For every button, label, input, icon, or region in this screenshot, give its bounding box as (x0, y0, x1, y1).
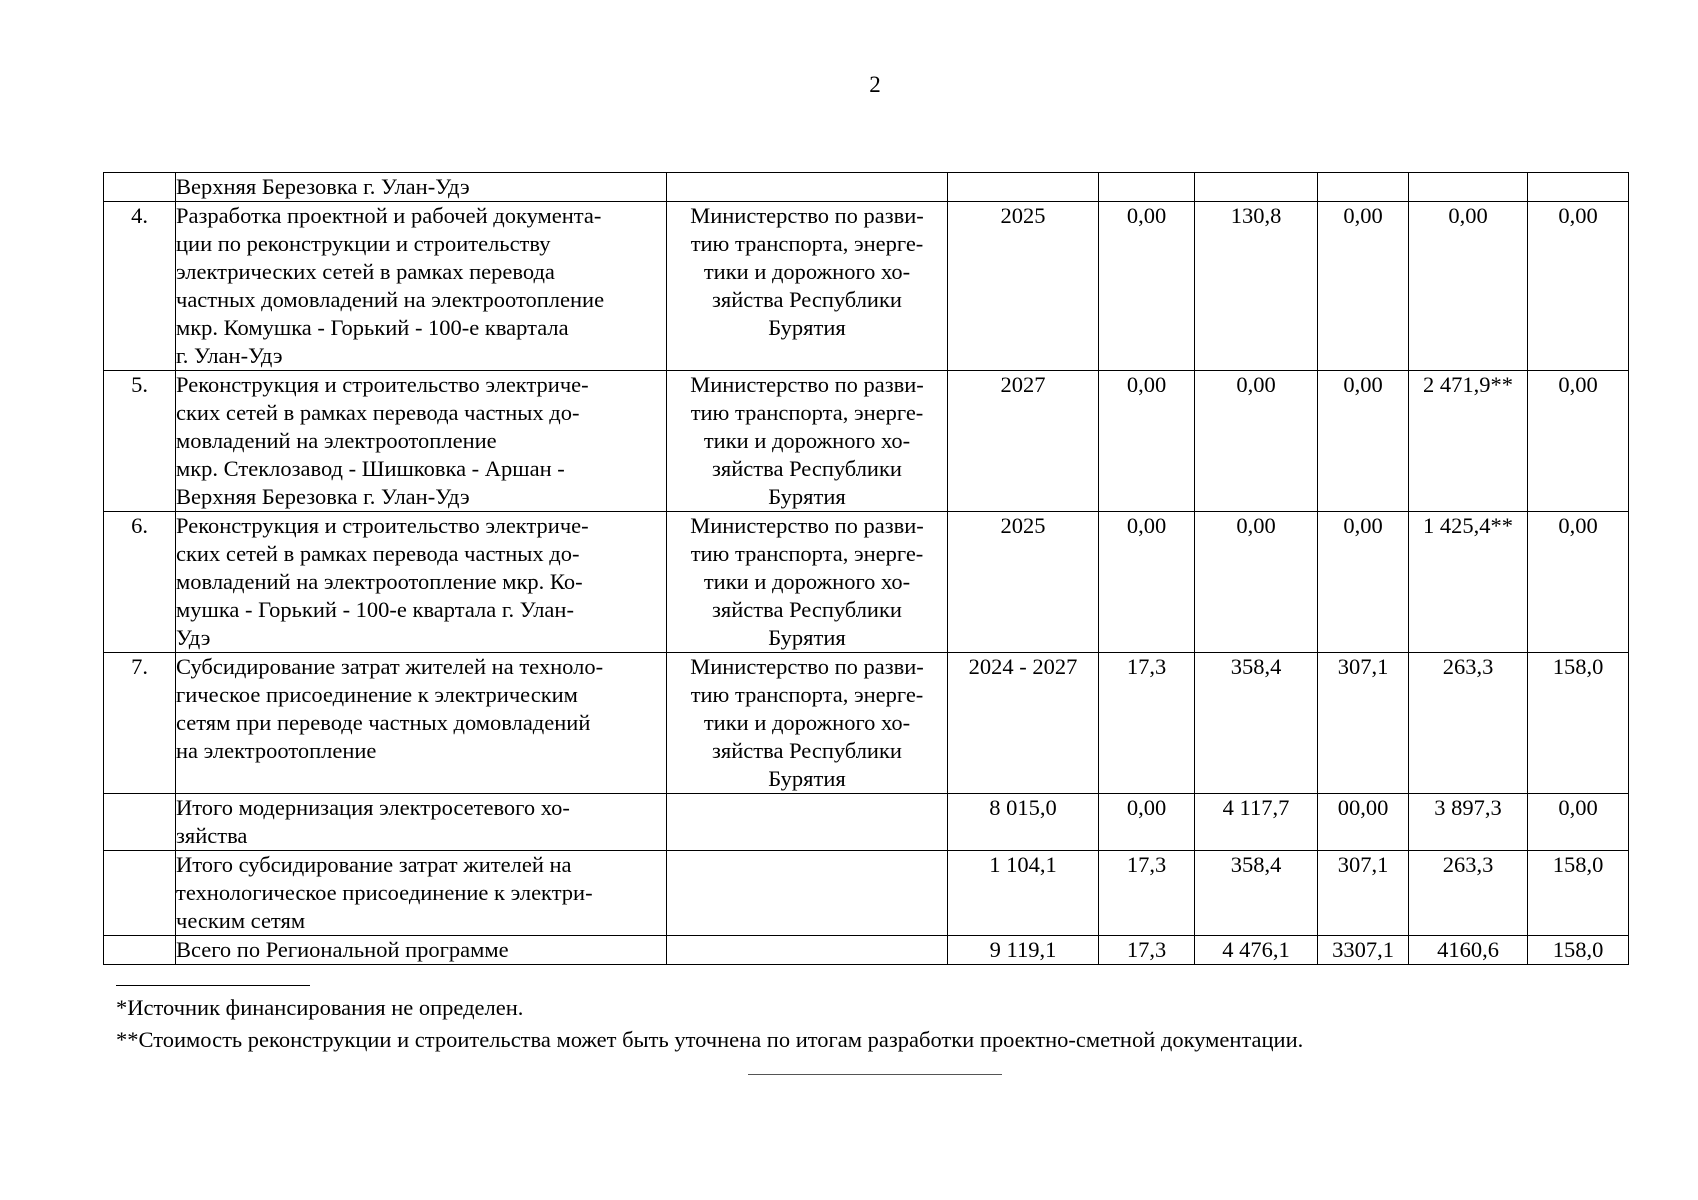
executor-line: зяйства Республики (712, 287, 902, 312)
executor-line: тики и дорожного хо- (703, 259, 911, 284)
executor-cell (667, 851, 948, 936)
measure-name-cell (176, 173, 667, 202)
row-number-cell: 4. (104, 202, 176, 371)
executor-cell (667, 794, 948, 851)
value-cell-v3: 0,00 (1318, 202, 1409, 371)
program-table (103, 172, 1629, 965)
executor-line: Бурятия (768, 766, 846, 791)
measure-name-cell (176, 371, 667, 512)
row-number-cell: 5. (104, 371, 176, 512)
value-cell-v2: 130,8 (1195, 202, 1318, 371)
value-cell-v2: 358,4 (1195, 851, 1318, 936)
value-cell-v3: 307,1 (1318, 851, 1409, 936)
measure-name-line: электрических сетей в рамках перевода (176, 259, 555, 284)
measure-name-line: Всего по Региональной программе (176, 937, 509, 962)
value-cell-v5: 158,0 (1528, 936, 1629, 965)
measure-name-line: ских сетей в рамках перевода частных до- (176, 400, 580, 425)
measure-name-line: Верхняя Березовка г. Улан-Удэ (176, 484, 470, 509)
table-row (104, 794, 1629, 851)
measure-name-line: на электроотопление (176, 738, 377, 763)
executor-line: Бурятия (768, 625, 846, 650)
row-number-cell (104, 173, 176, 202)
row-number-cell: 6. (104, 512, 176, 653)
table-row (104, 512, 1629, 653)
value-cell-v5: 0,00 (1528, 794, 1629, 851)
value-cell-v4: 1 425,4** (1409, 512, 1528, 653)
measure-name-line: мкр. Стеклозавод - Шишковка - Аршан - (176, 456, 565, 481)
measure-name-line: технологическое присоединение к электри- (176, 880, 593, 905)
year-cell: 2024 - 2027 (948, 653, 1099, 794)
measure-name-line: Итого субсидирование затрат жителей на (176, 852, 572, 877)
measure-name-line: Субсидирование затрат жителей на техноло- (176, 654, 604, 679)
executor-line: тики и дорожного хо- (703, 710, 911, 735)
measure-name-cell (176, 794, 667, 851)
row-number-cell (104, 794, 176, 851)
value-cell-v4: 0,00 (1409, 202, 1528, 371)
value-cell-v3: 307,1 (1318, 653, 1409, 794)
executor-cell (667, 371, 948, 512)
value-cell-v2: 0,00 (1195, 512, 1318, 653)
year-cell: 2025 (948, 512, 1099, 653)
year-cell: 9 119,1 (948, 936, 1099, 965)
value-cell-v3 (1318, 173, 1409, 202)
measure-name-line: Удэ (176, 625, 211, 650)
value-cell-v5: 0,00 (1528, 371, 1629, 512)
measure-name-line: мушка - Горький - 100-е квартала г. Улан- (176, 597, 574, 622)
footnote-2: **Стоимость реконструкции и строительства может быть уточнена по итогам разработки проектно-сметной документации. (116, 1027, 1304, 1052)
measure-name-line: мовладений на электроотопление мкр. Ко- (176, 569, 583, 594)
executor-line: зяйства Республики (712, 738, 902, 763)
value-cell-v4: 2 471,9** (1409, 371, 1528, 512)
measure-name-line: ческим сетям (176, 908, 306, 933)
year-cell: 8 015,0 (948, 794, 1099, 851)
executor-line: тию транспорта, энерге- (690, 541, 924, 566)
value-cell-v5: 158,0 (1528, 851, 1629, 936)
value-cell-v1: 0,00 (1099, 202, 1195, 371)
value-cell-v4 (1409, 173, 1528, 202)
executor-line: зяйства Республики (712, 456, 902, 481)
value-cell-v2: 358,4 (1195, 653, 1318, 794)
measure-name-line: ции по реконструкции и строительству (176, 231, 551, 256)
executor-cell (667, 512, 948, 653)
executor-line: Бурятия (768, 315, 846, 340)
table-row (104, 936, 1629, 965)
executor-line: тию транспорта, энерге- (690, 400, 924, 425)
measure-name-line: Реконструкция и строительство электриче- (176, 513, 589, 538)
table-row (104, 371, 1629, 512)
measure-name-line: Итого модернизация электросетевого хо- (176, 795, 570, 820)
measure-name-line: мкр. Комушка - Горький - 100-е квартала (176, 315, 569, 340)
value-cell-v1: 17,3 (1099, 851, 1195, 936)
year-cell (948, 173, 1099, 202)
value-cell-v1: 0,00 (1099, 371, 1195, 512)
value-cell-v4: 3 897,3 (1409, 794, 1528, 851)
measure-name-cell (176, 653, 667, 794)
measure-name-line: Разработка проектной и рабочей документа- (176, 203, 602, 228)
value-cell-v4: 263,3 (1409, 851, 1528, 936)
value-cell-v3: 3307,1 (1318, 936, 1409, 965)
row-number-cell (104, 936, 176, 965)
value-cell-v1: 17,3 (1099, 936, 1195, 965)
value-cell-v1: 0,00 (1099, 794, 1195, 851)
measure-name-line: мовладений на электроотопление (176, 428, 497, 453)
year-cell: 2025 (948, 202, 1099, 371)
value-cell-v4: 263,3 (1409, 653, 1528, 794)
value-cell-v2: 4 476,1 (1195, 936, 1318, 965)
executor-cell (667, 173, 948, 202)
year-cell: 2027 (948, 371, 1099, 512)
value-cell-v3: 0,00 (1318, 371, 1409, 512)
value-cell-v2: 4 117,7 (1195, 794, 1318, 851)
executor-cell (667, 202, 948, 371)
executor-line: зяйства Республики (712, 597, 902, 622)
executor-cell (667, 936, 948, 965)
measure-name-line: гическое присоединение к электрическим (176, 682, 578, 707)
executor-line: тики и дорожного хо- (703, 569, 911, 594)
table-row (104, 851, 1629, 936)
footnote-1: *Источник финансирования не определен. (116, 995, 524, 1020)
executor-line: тию транспорта, энерге- (690, 231, 924, 256)
value-cell-v1 (1099, 173, 1195, 202)
measure-name-line: Реконструкция и строительство электриче- (176, 372, 589, 397)
measure-name-line: г. Улан-Удэ (176, 343, 283, 368)
measure-name-line: частных домовладений на электроотопление (176, 287, 605, 312)
measure-name-line: ских сетей в рамках перевода частных до- (176, 541, 580, 566)
table-row (104, 202, 1629, 371)
value-cell-v3: 00,00 (1318, 794, 1409, 851)
measure-name-cell (176, 936, 667, 965)
value-cell-v5: 158,0 (1528, 653, 1629, 794)
executor-line: Министерство по разви- (690, 203, 924, 228)
end-separator (748, 1074, 1002, 1075)
executor-line: тию транспорта, энерге- (690, 682, 924, 707)
value-cell-v3: 0,00 (1318, 512, 1409, 653)
measure-name-cell (176, 512, 667, 653)
measure-name-cell (176, 202, 667, 371)
executor-line: Министерство по разви- (690, 654, 924, 679)
measure-name-line: зяйства (176, 823, 248, 848)
executor-line: Министерство по разви- (690, 372, 924, 397)
value-cell-v2: 0,00 (1195, 371, 1318, 512)
measure-name-cell (176, 851, 667, 936)
year-cell: 1 104,1 (948, 851, 1099, 936)
executor-line: Министерство по разви- (690, 513, 924, 538)
footnote-separator (116, 985, 310, 986)
value-cell-v5: 0,00 (1528, 512, 1629, 653)
table-row (104, 653, 1629, 794)
table-row (104, 173, 1629, 202)
executor-line: Бурятия (768, 484, 846, 509)
page-number: 2 (869, 72, 881, 97)
row-number-cell (104, 851, 176, 936)
executor-line: тики и дорожного хо- (703, 428, 911, 453)
row-number-cell: 7. (104, 653, 176, 794)
value-cell-v4: 4160,6 (1409, 936, 1528, 965)
value-cell-v1: 0,00 (1099, 512, 1195, 653)
value-cell-v1: 17,3 (1099, 653, 1195, 794)
measure-name-line: сетям при переводе частных домовладений (176, 710, 591, 735)
executor-cell (667, 653, 948, 794)
value-cell-v5 (1528, 173, 1629, 202)
value-cell-v2 (1195, 173, 1318, 202)
measure-name-line: Верхняя Березовка г. Улан-Удэ (176, 174, 470, 199)
value-cell-v5: 0,00 (1528, 202, 1629, 371)
